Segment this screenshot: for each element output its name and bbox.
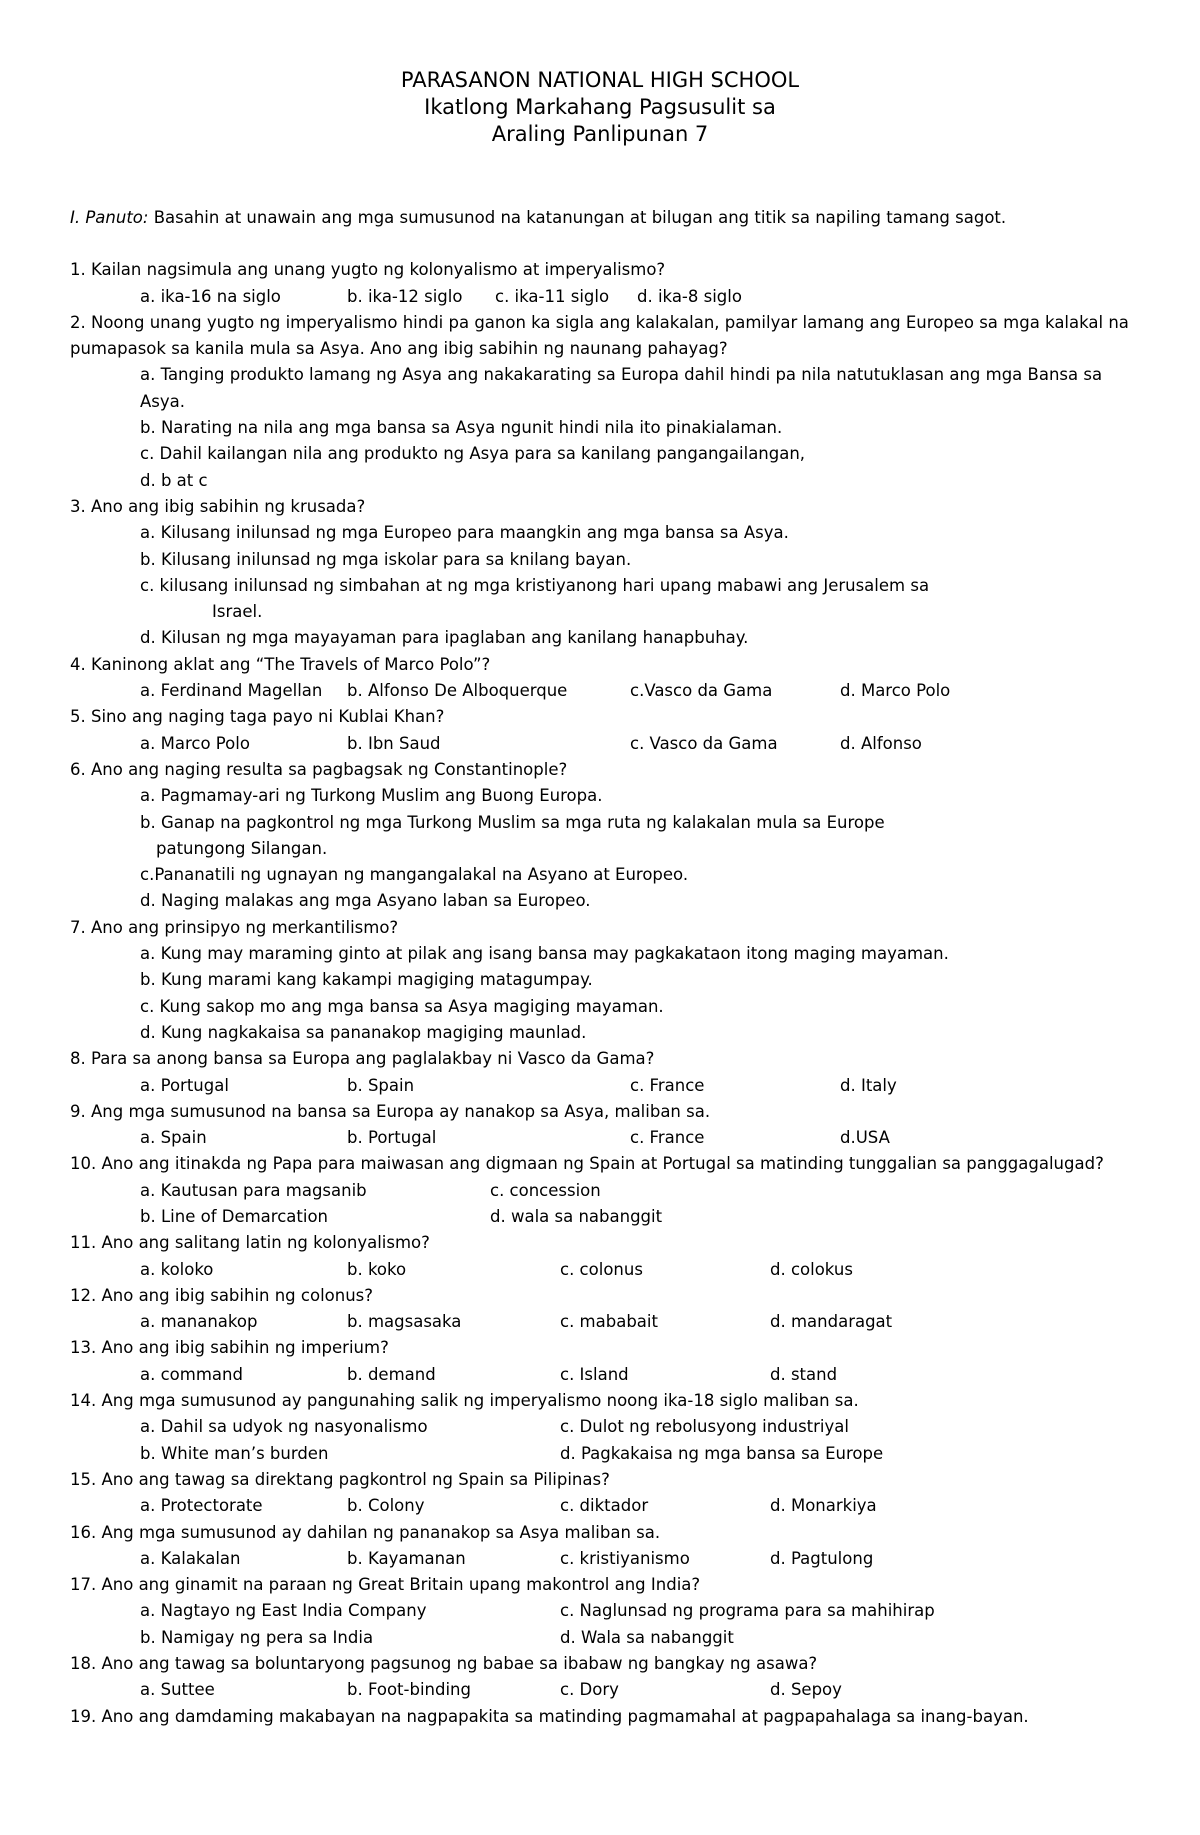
choices-15 xyxy=(70,1493,1140,1519)
question-15: 15. Ano ang tawag sa direktang pagkontrol ng Spain sa Pilipinas? xyxy=(70,1469,610,1489)
choices-18 xyxy=(70,1677,1140,1703)
question-18: 18. Ano ang tawag sa boluntaryong pagsunog ng babae sa ibabaw ng bangkay ng asawa? xyxy=(70,1654,818,1674)
choice-5c[interactable]: c. Vasco da Gama xyxy=(630,733,778,753)
question-2: 2. Noong unang yugto ng imperyalismo hindi pa ganon ka sigla ang kalakalan, pamilyar lamang ang Europeo sa mga kalakal na pumapasok sa kanila mula sa Asya. Ano ang ibig sabihin ng naunang pahayag? xyxy=(70,312,1129,359)
question-13: 13. Ano ang ibig sabihin ng imperium? xyxy=(70,1338,389,1358)
school-name: PARASANON NATIONAL HIGH SCHOOL xyxy=(400,68,800,92)
choices-14-row1 xyxy=(70,1414,1140,1440)
choices-8 xyxy=(70,1073,1140,1099)
choices-12 xyxy=(70,1309,1140,1335)
choice-16a[interactable]: a. Kalakalan xyxy=(140,1548,241,1568)
question-10: 10. Ano ang itinakda ng Papa para maiwasan ang digmaan ng Spain at Portugal sa matinding tunggalian sa panggagalugad? xyxy=(70,1154,1104,1174)
exam-title: Ikatlong Markahang Pagsusulit sa xyxy=(424,95,776,119)
choice-1d[interactable]: d. ika-8 siglo xyxy=(637,286,742,306)
choice-2b[interactable]: b. Narating na nila ang mga bansa sa Asya ngunit hindi nila ito pinakialaman. xyxy=(140,418,783,438)
choices-17-row1 xyxy=(70,1598,1140,1624)
choice-12c[interactable]: c. mababait xyxy=(560,1312,658,1332)
choice-15d[interactable]: d. Monarkiya xyxy=(770,1496,877,1516)
question-9: 9. Ang mga sumusunod na bansa sa Europa ay nanakop sa Asya, maliban sa. xyxy=(70,1101,711,1121)
choice-12a[interactable]: a. mananakop xyxy=(140,1312,258,1332)
choices-10-row1 xyxy=(70,1178,1140,1204)
choice-3b[interactable]: b. Kilusang inilunsad ng mga iskolar para sa knilang bayan. xyxy=(140,549,632,569)
choice-16b[interactable]: b. Kayamanan xyxy=(347,1548,466,1568)
choice-15b[interactable]: b. Colony xyxy=(347,1496,425,1516)
choice-17c[interactable]: c. Naglunsad ng programa para sa mahihirap xyxy=(560,1601,935,1621)
instruction xyxy=(70,205,1140,231)
choice-9c[interactable]: c. France xyxy=(630,1128,705,1148)
choices-16 xyxy=(70,1546,1140,1572)
choice-13b[interactable]: b. demand xyxy=(347,1364,436,1384)
choice-5a[interactable]: a. Marco Polo xyxy=(140,733,250,753)
choices-13 xyxy=(70,1362,1140,1388)
subject-title: Araling Panlipunan 7 xyxy=(491,122,709,146)
choice-17a[interactable]: a. Nagtayo ng East India Company xyxy=(140,1601,427,1621)
choice-7d[interactable]: d. Kung nagkakaisa sa pananakop magiging maunlad. xyxy=(140,1022,587,1042)
choices-10-row2 xyxy=(70,1204,1140,1230)
choice-4b[interactable]: b. Alfonso De Alboquerque xyxy=(347,681,568,701)
choice-2d[interactable]: d. b at c xyxy=(140,470,208,490)
choice-9d[interactable]: d.USA xyxy=(840,1128,890,1148)
choice-8d[interactable]: d. Italy xyxy=(840,1075,897,1095)
choices-5 xyxy=(70,731,1140,757)
choice-18b[interactable]: b. Foot-binding xyxy=(347,1680,471,1700)
choices-14-row2 xyxy=(70,1441,1140,1467)
choice-5d[interactable]: d. Alfonso xyxy=(840,733,922,753)
choice-18a[interactable]: a. Suttee xyxy=(140,1680,215,1700)
choice-12d[interactable]: d. mandaragat xyxy=(770,1312,893,1332)
choices-11 xyxy=(70,1257,1140,1283)
choice-10a[interactable]: a. Kautusan para magsanib xyxy=(140,1180,367,1200)
exam-body xyxy=(70,205,1140,1730)
choice-5b[interactable]: b. Ibn Saud xyxy=(347,733,441,753)
choice-13a[interactable]: a. command xyxy=(140,1364,243,1384)
choice-6c[interactable]: c.Pananatili ng ugnayan ng mangangalakal na Asyano at Europeo. xyxy=(140,865,689,885)
question-3: 3. Ano ang ibig sabihin ng krusada? xyxy=(70,496,366,516)
question-6: 6. Ano ang naging resulta sa pagbagsak ng Constantinople? xyxy=(70,759,568,779)
choice-6d[interactable]: d. Naging malakas ang mga Asyano laban sa Europeo. xyxy=(140,891,591,911)
question-7: 7. Ano ang prinsipyo ng merkantilismo? xyxy=(70,917,399,937)
choice-18d[interactable]: d. Sepoy xyxy=(770,1680,842,1700)
question-11: 11. Ano ang salitang latin ng kolonyalismo? xyxy=(70,1233,430,1253)
choice-8b[interactable]: b. Spain xyxy=(347,1075,415,1095)
choice-13c[interactable]: c. Island xyxy=(560,1364,629,1384)
choice-2c[interactable]: c. Dahil kailangan nila ang produkto ng Asya para sa kanilang pangangailangan, xyxy=(140,444,806,464)
instruction-text: Basahin at unawain ang mga sumusunod na katanungan at bilugan ang titik sa napiling tamang sagot. xyxy=(148,208,1007,227)
choice-10c[interactable]: c. concession xyxy=(490,1180,601,1200)
choice-14b[interactable]: b. White man’s burden xyxy=(140,1443,329,1463)
choice-11d[interactable]: d. colokus xyxy=(770,1259,853,1279)
choice-4d[interactable]: d. Marco Polo xyxy=(840,681,951,701)
question-17: 17. Ano ang ginamit na paraan ng Great Britain upang makontrol ang India? xyxy=(70,1575,701,1595)
choice-6b[interactable]: b. Ganap na pagkontrol ng mga Turkong Muslim sa mga ruta ng kalakalan mula sa Europe xyxy=(140,812,885,832)
choice-14d[interactable]: d. Pagkakaisa ng mga bansa sa Europe xyxy=(560,1443,884,1463)
choice-2a[interactable]: a. Tanging produkto lamang ng Asya ang nakakarating sa Europa dahil hindi pa nila natutuklasan ang mga Bansa sa Asya. xyxy=(140,365,1103,411)
instruction-label: I. Panuto: xyxy=(70,208,149,227)
choice-8c[interactable]: c. France xyxy=(630,1075,705,1095)
question-16: 16. Ang mga sumusunod ay dahilan ng pananakop sa Asya maliban sa. xyxy=(70,1522,661,1542)
choices-4 xyxy=(70,678,1140,704)
choice-9b[interactable]: b. Portugal xyxy=(347,1128,437,1148)
choice-17d[interactable]: d. Wala sa nabanggit xyxy=(560,1627,734,1647)
choice-6b-cont: patungong Silangan. xyxy=(156,838,328,858)
choices-1 xyxy=(70,284,1140,310)
question-14: 14. Ang mga sumusunod ay pangunahing salik ng imperyalismo noong ika-18 siglo maliban sa. xyxy=(70,1391,859,1411)
choice-10b[interactable]: b. Line of Demarcation xyxy=(140,1206,328,1226)
choice-14a[interactable]: a. Dahil sa udyok ng nasyonalismo xyxy=(140,1417,428,1437)
choice-7b[interactable]: b. Kung marami kang kakampi magiging matagumpay. xyxy=(140,970,593,990)
choice-8a[interactable]: a. Portugal xyxy=(140,1075,229,1095)
choices-9 xyxy=(70,1125,1140,1151)
choice-1c[interactable]: c. ika-11 siglo xyxy=(495,286,610,306)
choice-11c[interactable]: c. colonus xyxy=(560,1259,643,1279)
choice-4c[interactable]: c.Vasco da Gama xyxy=(630,681,773,701)
choice-4a[interactable]: a. Ferdinand Magellan xyxy=(140,681,323,701)
question-8: 8. Para sa anong bansa sa Europa ang paglalakbay ni Vasco da Gama? xyxy=(70,1049,655,1069)
choice-3c[interactable]: c. kilusang inilunsad ng simbahan at ng mga kristiyanong hari upang mabawi ang Jerusalem sa xyxy=(140,575,930,595)
choice-1a[interactable]: a. ika-16 na siglo xyxy=(140,286,281,306)
choice-18c[interactable]: c. Dory xyxy=(560,1680,619,1700)
choice-7c[interactable]: c. Kung sakop mo ang mga bansa sa Asya magiging mayaman. xyxy=(140,996,664,1016)
choice-1b[interactable]: b. ika-12 siglo xyxy=(347,286,463,306)
choice-3d[interactable]: d. Kilusan ng mga mayayaman para ipaglaban ang kanilang hanapbuhay. xyxy=(140,628,749,648)
choice-16c[interactable]: c. kristiyanismo xyxy=(560,1548,690,1568)
choice-16d[interactable]: d. Pagtulong xyxy=(770,1548,874,1568)
question-1: 1. Kailan nagsimula ang unang yugto ng kolonyalismo at imperyalismo? xyxy=(70,260,666,280)
choice-10d[interactable]: d. wala sa nabanggit xyxy=(490,1206,663,1226)
choice-9a[interactable]: a. Spain xyxy=(140,1128,207,1148)
choices-17-row2 xyxy=(70,1625,1140,1651)
choice-3a[interactable]: a. Kilusang inilunsad ng mga Europeo para maangkin ang mga bansa sa Asya. xyxy=(140,523,789,543)
question-12: 12. Ano ang ibig sabihin ng colonus? xyxy=(70,1285,374,1305)
choice-14c[interactable]: c. Dulot ng rebolusyong industriyal xyxy=(560,1417,849,1437)
choice-12b[interactable]: b. magsasaka xyxy=(347,1312,462,1332)
choice-15c[interactable]: c. diktador xyxy=(560,1496,649,1516)
choice-7a[interactable]: a. Kung may maraming ginto at pilak ang isang bansa may pagkakataon itong maging mayaman. xyxy=(140,944,949,964)
choice-15a[interactable]: a. Protectorate xyxy=(140,1496,263,1516)
choice-13d[interactable]: d. stand xyxy=(770,1364,838,1384)
choice-11a[interactable]: a. koloko xyxy=(140,1259,214,1279)
question-5: 5. Sino ang naging taga payo ni Kublai Khan? xyxy=(70,707,445,727)
choice-17b[interactable]: b. Namigay ng pera sa India xyxy=(140,1627,374,1647)
choice-11b[interactable]: b. koko xyxy=(347,1259,407,1279)
choice-6a[interactable]: a. Pagmamay-ari ng Turkong Muslim ang Buong Europa. xyxy=(140,786,603,806)
question-4: 4. Kaninong aklat ang “The Travels of Marco Polo”? xyxy=(70,654,491,674)
question-19: 19. Ano ang damdaming makabayan na nagpapakita sa matinding pagmamahal at pagpapahalaga sa inang-bayan. xyxy=(70,1706,1029,1726)
choice-3c-cont: Israel. xyxy=(212,602,263,622)
